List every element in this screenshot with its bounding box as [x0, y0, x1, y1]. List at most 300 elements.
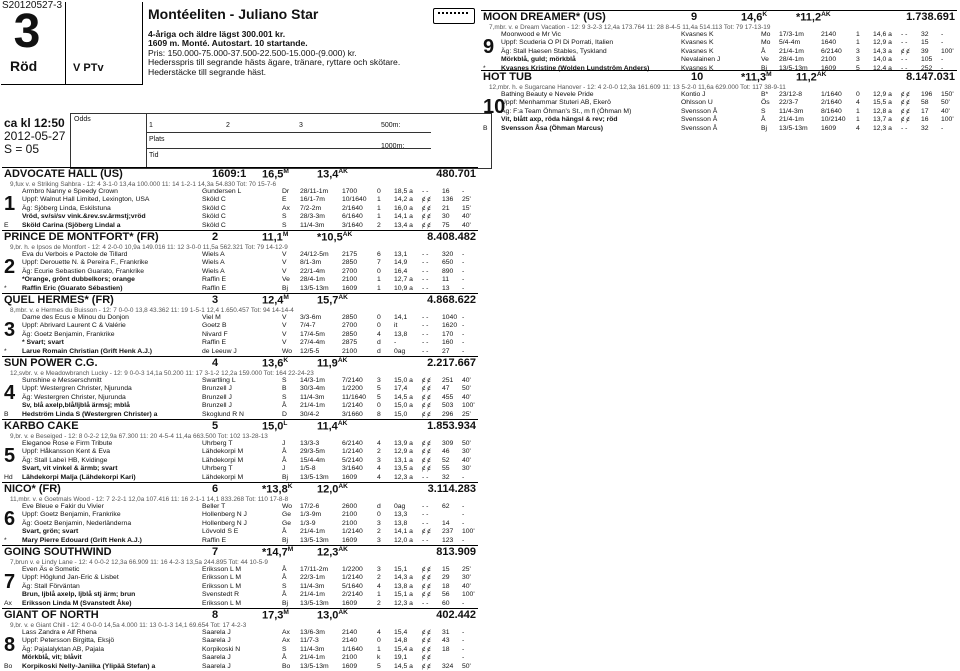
start-cell: 11/4-3m — [779, 107, 804, 115]
start-cell: Svensson Å — [681, 107, 718, 115]
start-cell: 100' — [462, 591, 475, 599]
start-cell: ȼ ȼ — [422, 204, 431, 212]
start-cell: - — [462, 330, 465, 338]
start-cell: 4 — [377, 629, 381, 636]
start-cell: 1 — [377, 204, 381, 212]
horse-name: MOON DREAMER* (US) — [483, 11, 606, 23]
start-cell: 1/2200 — [342, 566, 363, 573]
start-cell: - — [462, 637, 465, 645]
start-cell: 15,0 a — [394, 402, 413, 410]
start-cell: Äg: Stall Labeì HB, Kvidinge — [22, 456, 108, 464]
m500-label: 500m: — [381, 122, 401, 129]
start-cell: B* — [761, 91, 769, 98]
start-cell: 3/1640 — [342, 465, 363, 473]
start-cell: 2850 — [342, 314, 358, 321]
start-cell: 14,6 a — [873, 31, 892, 38]
start-cell: 1/2200 — [342, 385, 363, 393]
start-cell: - — [462, 599, 465, 607]
start-cell: 1 — [377, 284, 381, 292]
start-cell: 15,4 a — [394, 645, 413, 653]
record-suffix: K — [762, 11, 768, 18]
divider — [146, 132, 431, 133]
start-cell: Bj — [761, 64, 768, 72]
start-cell: Kvasnes K — [681, 39, 714, 47]
horse-odds: 2 — [212, 231, 219, 243]
start-cell: ȼ ȼ — [422, 465, 431, 473]
start-cell: 13/5-13m — [300, 662, 329, 670]
start-number: 3 — [4, 319, 16, 341]
start-cell: 7/2-2m — [300, 204, 322, 212]
start-cell: - - — [422, 314, 429, 321]
start-cell: Nevalainen J — [681, 56, 721, 64]
start-cell: Armbro Nanny e Speedy Crown — [22, 188, 118, 195]
horse-letter: * — [4, 348, 7, 355]
start-cell: Å — [761, 47, 766, 55]
start-cell: 12,3 a — [873, 124, 892, 132]
start-cell: ȼ ȼ — [901, 99, 910, 107]
start-cell: - — [462, 519, 465, 527]
start-cell: 105 — [921, 56, 933, 64]
start-cell: 13/5-13m — [779, 64, 808, 72]
start-cell: 11/7-3 — [300, 637, 319, 645]
start-cell: Sköld C — [202, 204, 226, 212]
start-cell: - — [462, 503, 465, 510]
start-cell: d — [377, 347, 381, 355]
start-cell: Uppf: Scuderia O Pl Di Porrati, Italien — [501, 39, 614, 47]
start-cell: ȼ ȼ — [422, 448, 431, 456]
start-cell: - — [394, 339, 397, 347]
start-cell: Å — [282, 528, 287, 536]
start-cell: de Leeuw J — [202, 347, 237, 355]
start-cell: S — [282, 393, 287, 401]
start-cell: 22/1-4m — [300, 267, 325, 275]
start-cell: 40' — [462, 582, 471, 590]
start-cell: 1609 — [342, 536, 358, 544]
start-cell: 150' — [941, 91, 954, 98]
start-cell: Eve Bleue e Fakir du Vivier — [22, 503, 104, 510]
odds-label: Odds — [74, 116, 91, 123]
start-cell: 28/11-1m — [300, 188, 329, 195]
horse-info: 7,brun v. e Lindy Lane - 12: 4 0-0-2 12,3a 66.909 11: 16 4-2-3 13,5a 244.895 Tot: 44 10-5-9 — [10, 559, 268, 566]
start-cell: 25' — [462, 196, 471, 204]
start-cell: 13,8 — [394, 519, 408, 527]
start-cell: - — [462, 347, 465, 355]
col-2-label: 2 — [226, 122, 230, 129]
start-cell: 32 — [921, 124, 929, 132]
start-cell: Wiels A — [202, 259, 225, 267]
record-suffix: AK — [338, 483, 348, 490]
start-cell: - — [941, 64, 944, 72]
start-cell: 5 — [377, 662, 381, 670]
start-cell: 503 — [442, 402, 454, 410]
start-cell: 1609 — [342, 473, 358, 481]
start-cell: 5 — [377, 393, 381, 401]
start-cell: 6/2140 — [821, 47, 842, 55]
start-cell: 14 — [442, 519, 450, 527]
start-cell: 0 — [377, 267, 381, 275]
start-cell: ȼ ȼ — [901, 47, 910, 55]
start-cell: 28/3-3m — [300, 213, 325, 221]
start-number: 10 — [483, 96, 506, 118]
horse-odds: 1609:1 — [212, 168, 247, 180]
start-cell: 13,9 a — [394, 440, 413, 447]
horse-block — [481, 10, 959, 72]
start-cell: Svensson Å — [681, 116, 718, 124]
start-cell: 2100 — [342, 519, 358, 527]
start-cell: ȼ ȼ — [422, 654, 431, 662]
start-cell: 25' — [462, 410, 471, 418]
start-cell: 296 — [442, 410, 454, 418]
start-cell: 17/11-2m — [300, 566, 329, 573]
start-cell: Å — [282, 402, 287, 410]
start-cell: 2140 — [342, 637, 358, 645]
race-description — [148, 30, 418, 77]
start-cell: 40' — [462, 221, 471, 229]
horse-record-2: $11,4^{AK}$ — [317, 420, 348, 433]
start-cell: 60 — [442, 599, 450, 607]
start-cell: - — [462, 259, 465, 267]
start-cell: - - — [422, 188, 429, 195]
start-cell: 12,9 a — [873, 91, 892, 98]
start-cell: 15,1 a — [394, 591, 413, 599]
start-cell: Ge — [282, 519, 292, 527]
horse-record: $12,4^M$ — [262, 294, 289, 307]
start-cell: Äg: Ecurie Sebastien Guarato, Frankrike — [22, 267, 145, 275]
start-cell: Å — [282, 566, 287, 573]
start-cell: - — [462, 314, 465, 321]
start-cell: 10/1640 — [342, 196, 367, 204]
start-number: 6 — [4, 508, 16, 530]
record-suffix: M — [282, 231, 289, 238]
plats-label: Plats — [149, 136, 165, 143]
start-cell: Eriksson L M — [202, 599, 242, 607]
start-cell: 13 — [442, 284, 450, 292]
horse-block — [2, 482, 480, 544]
start-cell: 17 — [921, 107, 929, 115]
horse-record: $*13,8^K$ — [262, 483, 293, 496]
start-cell: Kvasnes K — [681, 64, 714, 72]
horse-letter: B — [4, 411, 9, 418]
start-cell: 21/4-1m — [779, 116, 804, 124]
start-cell: 100' — [941, 116, 954, 124]
start-cell: Uhrberg T — [202, 465, 233, 473]
start-cell: Uppf: Petersson Birgitta, Eksjö — [22, 637, 115, 645]
start-cell: 13/5-13m — [300, 473, 329, 481]
start-cell: S — [282, 213, 287, 221]
start-cell: 0 — [377, 637, 381, 645]
start-cell: 1/3-9m — [300, 511, 322, 519]
start-cell: D — [282, 410, 287, 418]
start-cell: 30' — [462, 465, 471, 473]
start-cell: d — [377, 503, 381, 510]
start-cell: ȼ ȼ — [422, 213, 431, 221]
start-cell: 12,9 a — [873, 39, 892, 47]
horse-letter: Bo — [4, 663, 13, 670]
desc-line: Pris: 150.000-75.000-37.500-22.500-15.000-(9.000) kr. — [148, 47, 357, 58]
start-cell: 14,3 a — [394, 574, 413, 582]
start-number: 5 — [4, 445, 16, 467]
start-cell: 8 — [377, 410, 381, 418]
start-cell: Korpikoski N — [202, 645, 241, 653]
start-cell: 58 — [921, 99, 929, 107]
start-cell: Å — [282, 456, 287, 464]
start-cell: Uppf: Abrivard Laurent C & Valérie — [22, 322, 126, 330]
tid-label: Tid — [149, 152, 159, 159]
horse-record-2: $13,0^{AK}$ — [317, 609, 348, 622]
horse-info: 9,fux v. e Striking Sahbra - 12: 4 3-1-0 13,4a 100.000 11: 14 1-2-1 14,3a 54.830 Tot: 70 15-7-6 — [10, 181, 277, 188]
start-cell: Lövvold S E — [202, 528, 239, 536]
horse-odds: 4 — [212, 357, 219, 369]
desc-line: 1609 m. Monté. Autostart. 10 startande. — [148, 38, 308, 49]
start-cell: ȼ ȼ — [901, 107, 910, 115]
start-cell: 4 — [377, 465, 381, 473]
start-cell: 0 — [377, 402, 381, 410]
horse-info: 9,br. v. e Giant Chill - 12: 4 0-0-0 14,5a 4.000 11: 13 0-1-3 14,1 69.654 Tot: 17 4-2-3 — [10, 622, 247, 629]
start-cell: 13,4 a — [394, 221, 413, 229]
start-cell: 2700 — [342, 267, 358, 275]
horse-name: NICO* (FR) — [4, 483, 61, 495]
start-cell: 890 — [442, 267, 454, 275]
start-cell: Raffin Eric (Guarato Sébastien) — [22, 284, 123, 292]
start-cell: 13/3-3 — [300, 440, 320, 447]
start-cell: 4 — [377, 330, 381, 338]
start-cell: 1/1640 — [821, 91, 842, 98]
horse-block — [2, 167, 480, 229]
horse-name: GOING SOUTHWIND — [4, 546, 112, 558]
start-cell: - — [462, 511, 465, 519]
start-cell: 4 — [856, 124, 860, 132]
start-cell: *Orange, grönt dubbelkors; orange — [22, 276, 135, 284]
start-cell: 2850 — [342, 259, 358, 267]
start-cell: 1/2140 — [342, 448, 363, 456]
start-cell: ȼ ȼ — [422, 637, 431, 645]
race-title: Montéeliten - Juliano Star — [148, 6, 319, 22]
start-cell: 2600 — [342, 503, 358, 510]
start-cell: Larue Romain Christian (Grift Henk A.J.) — [22, 347, 153, 355]
horse-rule — [481, 70, 957, 71]
start-cell: 1 — [377, 213, 381, 221]
horse-info: 9,br. v. e Beseiged - 12: 8 0-2-2 12,9a 67.300 11: 20 4-5-4 11,4a 663.500 Tot: 102 13-28-13 — [10, 433, 268, 440]
horse-odds: 7 — [212, 546, 219, 558]
start-cell: Ax — [282, 204, 290, 212]
start-cell: Äg: F:a Team Öhman's St., m fl (Öhman M) — [501, 107, 632, 115]
record-suffix: AK — [337, 420, 348, 427]
start-cell: 1/2140 — [342, 574, 363, 582]
start-cell: Ax — [282, 637, 290, 645]
start-cell: 2100 — [342, 511, 358, 519]
start-cell: 237 — [442, 528, 454, 536]
start-cell: 0 — [377, 511, 381, 519]
start-cell: 30' — [462, 448, 471, 456]
start-cell: - - — [422, 473, 429, 481]
start-cell: Ve — [282, 276, 290, 284]
start-cell: Sköld C — [202, 196, 226, 204]
horse-name: GIANT OF NORTH — [4, 609, 99, 621]
start-cell: Äg: Pajalalyktan AB, Pajala — [22, 645, 104, 653]
start-cell: Hollenberg N J — [202, 511, 247, 519]
start-cell: 1 — [377, 591, 381, 599]
start-cell: ȼ ȼ — [422, 393, 431, 401]
horse-record: $*11,3^M$ — [741, 71, 772, 84]
start-cell: 27/4-4m — [300, 339, 325, 347]
start-cell: - — [462, 284, 465, 292]
start-cell: 170 — [442, 330, 454, 338]
start-cell: 7 — [377, 259, 381, 267]
start-cell: 1700 — [342, 188, 358, 195]
record-suffix: M — [283, 294, 289, 301]
start-cell: 14,3 a — [873, 47, 892, 55]
start-cell: Kvasnes Kristine (Wolden Lundström Anders) — [501, 64, 650, 72]
start-cell: Lähdekorpi M — [202, 473, 244, 481]
horse-record: $11,1^M$ — [262, 231, 289, 244]
start-cell: J — [282, 465, 286, 473]
start-cell: - — [462, 536, 465, 544]
start-cell: ȼ ȼ — [422, 221, 431, 229]
start-cell: 15,5 a — [873, 99, 892, 107]
start-cell: 18,5 a — [394, 188, 413, 195]
start-cell: 2140 — [342, 629, 358, 636]
start-cell: Svart, grön; svart — [22, 528, 79, 536]
start-cell: Mörkblå, guld; mörkblå — [501, 56, 576, 64]
start-cell: 28/4-1m — [300, 276, 325, 284]
horse-odds: 8 — [212, 609, 219, 621]
horse-name: ADVOCATE HALL (US) — [4, 168, 123, 180]
start-cell: 14,1 a — [394, 528, 413, 536]
start-cell: ȼ ȼ — [422, 591, 431, 599]
start-cell: 3 — [377, 519, 381, 527]
race-date: 2012-05-27 — [4, 129, 66, 143]
record-suffix: AK — [337, 357, 348, 364]
start-cell: Wiels A — [202, 251, 225, 258]
start-cell: 10,9 a — [394, 284, 413, 292]
horse-earnings: 1.738.691 — [906, 11, 955, 23]
record-suffix: AK — [338, 294, 348, 301]
start-cell: 324 — [442, 662, 454, 670]
start-cell: 123 — [442, 536, 454, 544]
start-cell: Uppf: Walnut Hall Limited, Lexington, USA — [22, 196, 150, 204]
start-cell: 13,8 — [394, 330, 408, 338]
horse-info: 7,mbr. v. e Dream Vacation - 12: 9 3-2-3 12,4a 173.764 11: 28 8-4-5 11,4a 514.113 Tot: 79 17-13-19 — [489, 24, 771, 31]
start-cell: 5/4-4m — [779, 39, 801, 47]
start-cell: 13,1 a — [394, 456, 413, 464]
start-cell: 136 — [442, 196, 454, 204]
race-box-divider — [65, 2, 66, 84]
start-cell: - - — [422, 503, 429, 510]
start-cell: 100' — [462, 402, 475, 410]
horse-record: $17,3^M$ — [262, 609, 289, 622]
horse-block — [2, 608, 480, 670]
start-cell: Ös — [761, 99, 770, 107]
horse-odds: 10 — [691, 71, 704, 83]
horse-record-2: $12,0^{AK}$ — [317, 483, 348, 496]
start-cell: 3 — [856, 56, 860, 64]
start-cell: 1 — [856, 116, 860, 124]
start-cell: 56 — [442, 591, 450, 599]
start-cell: Äg: Goetz Benjamin, Nederländerna — [22, 519, 132, 527]
col-3-label: 3 — [299, 122, 303, 129]
start-cell: it — [394, 322, 398, 330]
start-cell: 252 — [921, 64, 933, 72]
start-cell: - — [462, 645, 465, 653]
start-cell: 13,8 a — [394, 582, 413, 590]
start-cell: Vröd, sv/si/sv vink.&rev.sv.ärmstj;vröd — [22, 213, 146, 221]
start-cell: 2 — [377, 599, 381, 607]
start-cell: 14,8 — [394, 637, 408, 645]
horse-earnings: 8.408.482 — [427, 231, 476, 243]
horse-record: $*14,7^M$ — [262, 546, 294, 559]
start-cell: 1609 — [342, 662, 358, 670]
start-cell: 62 — [442, 503, 450, 510]
start-cell: 14,5 a — [394, 662, 413, 670]
start-cell: 1/2140 — [342, 528, 363, 536]
start-cell: Sv, blå axelp,blå/ljblå ärmsj; mblå — [22, 402, 130, 410]
start-cell: V — [282, 339, 287, 347]
horse-name: QUEL HERMES* (FR) — [4, 294, 114, 306]
start-cell: 455 — [442, 393, 454, 401]
start-cell: Uppf: Derouette N. & Pereira F., Frankrike — [22, 259, 149, 267]
start-cell: V — [282, 314, 287, 321]
start-cell: 2175 — [342, 251, 358, 258]
start-cell: 11 — [442, 276, 450, 284]
start-cell: ȼ ȼ — [422, 410, 431, 418]
start-cell: 50' — [462, 440, 471, 447]
start-cell: 21 — [442, 204, 450, 212]
horse-info: 11,mbr. v. e Goetmals Wood - 12: 7 2-2-1 12,0a 107.416 11: 16 2-1-1 14,1 833.268 Tot: 110 17-8-8 — [10, 496, 289, 503]
start-cell: 30/3-4m — [300, 385, 325, 393]
start-cell: ȼ ȼ — [901, 91, 910, 98]
start-cell: 14,2 a — [394, 196, 413, 204]
start-cell: Lähdekorpi M — [202, 456, 244, 464]
start-cell: Lass Zandra e Alf Rhena — [22, 629, 97, 636]
horse-letter: * — [4, 537, 7, 544]
record-suffix: AK — [342, 231, 353, 238]
record-suffix: L — [283, 420, 288, 427]
start-cell: Bj — [282, 473, 289, 481]
start-cell: ȼ ȼ — [422, 645, 431, 653]
start-cell: V — [282, 259, 287, 267]
start-cell: 52 — [442, 456, 450, 464]
start-cell: ȼ ȼ — [422, 574, 431, 582]
start-cell: 21/4-1m — [300, 654, 325, 662]
start-cell: Wo — [282, 503, 293, 510]
horse-record: $14,6^K$ — [741, 11, 768, 24]
record-suffix: AK — [338, 168, 348, 175]
start-cell: - - — [422, 519, 429, 527]
start-cell: 40' — [462, 456, 471, 464]
divider — [146, 114, 147, 168]
record-suffix: M — [283, 609, 289, 616]
start-cell: 2 — [377, 221, 381, 229]
start-time: ca kl 12:50 — [4, 116, 65, 130]
horse-block — [2, 419, 480, 481]
start-cell: Wo — [282, 347, 293, 355]
start-cell: 0ag — [394, 503, 406, 510]
start-cell: - - — [422, 347, 429, 355]
start-cell: 5 — [377, 385, 381, 393]
m1000-label: 1000m: — [381, 143, 405, 150]
desc-line: Hederstäcke till segrande häst. — [148, 66, 266, 77]
start-cell: S — [282, 645, 287, 653]
horse-odds: 6 — [212, 483, 219, 495]
start-cell: 10/2140 — [821, 116, 846, 124]
horse-earnings: 2.217.667 — [427, 357, 476, 369]
start-cell: 21/4-1m — [300, 528, 325, 536]
start-cell: 15,0 a — [394, 377, 413, 384]
start-cell: - — [941, 31, 944, 38]
start-cell: Svenstedt R — [202, 591, 240, 599]
start-cell: - - — [422, 284, 429, 292]
start-cell: 13/5-13m — [300, 284, 329, 292]
